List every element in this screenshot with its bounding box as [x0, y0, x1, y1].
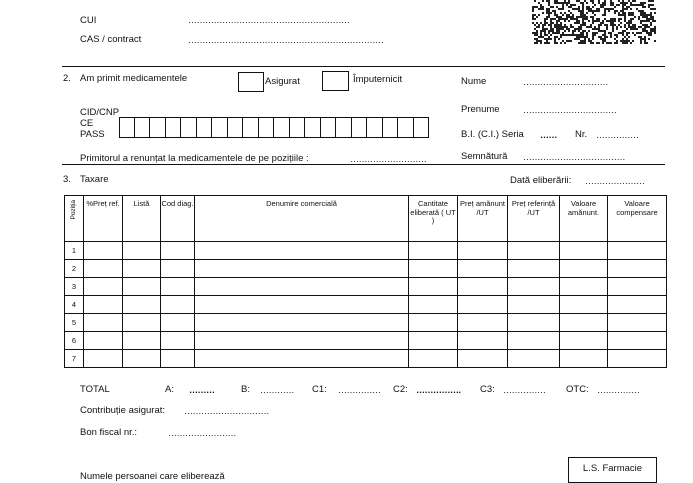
cas-dots: ……………………………………………………………: [188, 35, 384, 45]
total-a-dots[interactable]: ………: [189, 385, 215, 395]
table-row: [65, 314, 667, 332]
header-valoare-amanunt: Valoare amănunt.: [560, 196, 608, 242]
table-cell[interactable]: [409, 332, 458, 350]
section3-title: Taxare: [80, 174, 109, 185]
table-cell[interactable]: [123, 242, 161, 260]
table-cell[interactable]: [409, 350, 458, 368]
cui-dots: …………………………………………………: [188, 15, 350, 25]
table-cell[interactable]: [608, 278, 667, 296]
table-cell[interactable]: [84, 296, 123, 314]
total-otc-dots[interactable]: ……………: [597, 385, 640, 395]
data-eliberarii-label: Dată eliberării:: [510, 175, 572, 186]
table-row: [65, 332, 667, 350]
data-eliberarii-dots[interactable]: …………………: [585, 176, 645, 186]
semnatura-label: Semnătură: [461, 151, 508, 162]
table-cell[interactable]: [161, 260, 195, 278]
semnatura-dots[interactable]: ………………………………: [523, 152, 625, 162]
bon-fiscal-dots[interactable]: ……………………: [168, 428, 236, 438]
cid-digit-box[interactable]: [274, 117, 290, 138]
table-cell[interactable]: [84, 314, 123, 332]
total-c3-label: C3:: [480, 384, 495, 395]
table-row: [65, 278, 667, 296]
table-cell[interactable]: [195, 260, 409, 278]
table-cell[interactable]: [458, 260, 508, 278]
total-b-label: B:: [241, 384, 250, 395]
table-cell[interactable]: [123, 260, 161, 278]
table-cell[interactable]: [123, 278, 161, 296]
table-cell[interactable]: [161, 314, 195, 332]
table-cell[interactable]: [560, 242, 608, 260]
table-cell[interactable]: [608, 314, 667, 332]
cid-digit-box[interactable]: [367, 117, 383, 138]
table-cell[interactable]: [161, 332, 195, 350]
table-cell[interactable]: [508, 332, 560, 350]
table-cell[interactable]: [84, 242, 123, 260]
renuntat-dots[interactable]: ………………………: [350, 154, 427, 164]
divider-middle: [62, 164, 665, 165]
row-number: 7: [65, 350, 84, 368]
table-cell[interactable]: [560, 314, 608, 332]
cid-digit-box[interactable]: [228, 117, 244, 138]
nume-label: Nume: [461, 76, 487, 87]
section3-number: 3.: [63, 174, 71, 185]
total-c1-dots[interactable]: ……………: [338, 385, 381, 395]
table-cell[interactable]: [608, 260, 667, 278]
cid-digit-box[interactable]: [383, 117, 399, 138]
table-cell[interactable]: [608, 332, 667, 350]
header-cantitate: Cantitate eliberată ( UT ): [409, 196, 458, 242]
header-pozitia: Poziția: [69, 200, 77, 220]
table-cell[interactable]: [608, 296, 667, 314]
table-row: [65, 350, 667, 368]
cid-label-3: PASS: [80, 129, 105, 140]
cid-digit-box[interactable]: [414, 117, 430, 138]
table-cell[interactable]: [508, 242, 560, 260]
persoana-label: Numele persoanei care eliberează: [80, 471, 225, 482]
table-cell[interactable]: [458, 332, 508, 350]
nr-dots[interactable]: ……………: [596, 130, 639, 140]
table-cell[interactable]: [508, 278, 560, 296]
table-cell[interactable]: [560, 296, 608, 314]
table-cell[interactable]: [409, 296, 458, 314]
prenume-dots[interactable]: ……………………………: [523, 105, 617, 115]
row-number: 2: [65, 260, 84, 278]
total-c3-dots[interactable]: ……………: [503, 385, 546, 395]
table-cell[interactable]: [195, 278, 409, 296]
cas-label: CAS / contract: [80, 34, 142, 45]
table-cell[interactable]: [195, 332, 409, 350]
header-lista: Listă: [123, 196, 161, 242]
table-cell[interactable]: [84, 332, 123, 350]
cid-digit-box[interactable]: [321, 117, 337, 138]
total-c2-dots[interactable]: …………….: [416, 385, 461, 395]
cui-label: CUI: [80, 15, 97, 26]
table-cell[interactable]: [458, 278, 508, 296]
nr-label: Nr.: [575, 129, 588, 140]
table-cell[interactable]: [123, 332, 161, 350]
table-cell[interactable]: [458, 296, 508, 314]
cid-label-1: CID/CNP: [80, 107, 120, 118]
total-c1-label: C1:: [312, 384, 327, 395]
cid-digit-box[interactable]: [352, 117, 368, 138]
table-row: [65, 242, 667, 260]
table-cell[interactable]: [508, 350, 560, 368]
barcode-image: [532, 0, 656, 44]
table-cell[interactable]: [161, 278, 195, 296]
cid-digit-box[interactable]: [243, 117, 259, 138]
total-label: TOTAL: [80, 384, 110, 395]
table-cell[interactable]: [409, 314, 458, 332]
table-cell[interactable]: [161, 242, 195, 260]
header-cod-diag: Cod diag.: [161, 196, 195, 242]
total-otc-label: OTC:: [566, 384, 589, 395]
cid-digit-box[interactable]: [119, 117, 135, 138]
table-cell[interactable]: [508, 260, 560, 278]
row-number: 1: [65, 242, 84, 260]
header-pret-amanunt: Preț amănunt /UT: [458, 196, 508, 242]
table-cell[interactable]: [161, 350, 195, 368]
table-cell[interactable]: [508, 296, 560, 314]
table-cell[interactable]: [409, 278, 458, 296]
total-c2-label: C2:: [393, 384, 408, 395]
header-pret-ref: %Preț ref.: [84, 196, 123, 242]
header-valoare-compensare: Valoare compensare: [608, 196, 667, 242]
table-cell[interactable]: [123, 350, 161, 368]
table-cell[interactable]: [195, 242, 409, 260]
cid-digit-box[interactable]: [305, 117, 321, 138]
cid-digit-box[interactable]: [212, 117, 228, 138]
table-cell[interactable]: [409, 242, 458, 260]
table-cell[interactable]: [508, 314, 560, 332]
contributie-dots[interactable]: …………………………: [184, 406, 269, 416]
table-cell[interactable]: [560, 350, 608, 368]
table-cell[interactable]: [458, 314, 508, 332]
table-cell[interactable]: [458, 242, 508, 260]
table-cell[interactable]: [84, 260, 123, 278]
imputernicit-label: Împuternicit: [353, 74, 403, 85]
asigurat-label: Asigurat: [265, 76, 300, 87]
contributie-label: Contribuție asigurat:: [80, 405, 166, 416]
table-cell[interactable]: [560, 278, 608, 296]
cid-digit-box[interactable]: [181, 117, 197, 138]
table-cell[interactable]: [123, 296, 161, 314]
header-denumire: Denumire comercială: [195, 196, 409, 242]
cid-digit-box[interactable]: [135, 117, 151, 138]
table-cell[interactable]: [195, 314, 409, 332]
table-cell[interactable]: [458, 350, 508, 368]
bon-fiscal-label: Bon fiscal nr.:: [80, 427, 138, 438]
table-cell[interactable]: [84, 278, 123, 296]
section2-title: Am primit medicamentele: [80, 73, 188, 84]
table-cell[interactable]: [161, 296, 195, 314]
renuntat-label: Primitorul a renunțat la medicamentele de pe pozițiile :: [80, 153, 309, 164]
divider-top: [62, 66, 665, 67]
table-cell[interactable]: [84, 350, 123, 368]
cid-input-boxes[interactable]: [119, 117, 429, 138]
row-number: 3: [65, 278, 84, 296]
nume-dots[interactable]: …………………………: [523, 77, 608, 87]
table-cell[interactable]: [608, 242, 667, 260]
bi-seria-dots[interactable]: ……: [540, 130, 557, 140]
imputernicit-checkbox[interactable]: [322, 71, 349, 91]
cid-digit-box[interactable]: [336, 117, 352, 138]
table-cell[interactable]: [560, 260, 608, 278]
taxare-table: [64, 195, 667, 368]
cid-digit-box[interactable]: [197, 117, 213, 138]
cid-label-2: CE: [80, 118, 94, 129]
header-pret-referinta: Preț referință /UT: [508, 196, 560, 242]
table-row: [65, 260, 667, 278]
cid-digit-box[interactable]: [259, 117, 275, 138]
table-cell[interactable]: [560, 332, 608, 350]
table-row: [65, 296, 667, 314]
bi-label: B.I. (C.I.) Seria: [461, 129, 524, 140]
cid-digit-box[interactable]: [150, 117, 166, 138]
row-number: 4: [65, 296, 84, 314]
cid-digit-box[interactable]: [398, 117, 414, 138]
row-number: 5: [65, 314, 84, 332]
cid-digit-box[interactable]: [290, 117, 306, 138]
table-cell[interactable]: [195, 350, 409, 368]
prenume-label: Prenume: [461, 104, 500, 115]
cid-digit-box[interactable]: [166, 117, 182, 138]
table-cell[interactable]: [123, 314, 161, 332]
table-cell[interactable]: [608, 350, 667, 368]
total-a-label: A:: [165, 384, 174, 395]
row-number: 6: [65, 332, 84, 350]
section2-number: 2.: [63, 73, 71, 84]
table-cell[interactable]: [195, 296, 409, 314]
total-b-dots[interactable]: …………: [260, 385, 294, 395]
table-cell[interactable]: [409, 260, 458, 278]
ls-farmacie-box: L.S. Farmacie: [568, 457, 657, 483]
asigurat-checkbox[interactable]: [238, 72, 264, 92]
table-header-row: [65, 196, 667, 242]
